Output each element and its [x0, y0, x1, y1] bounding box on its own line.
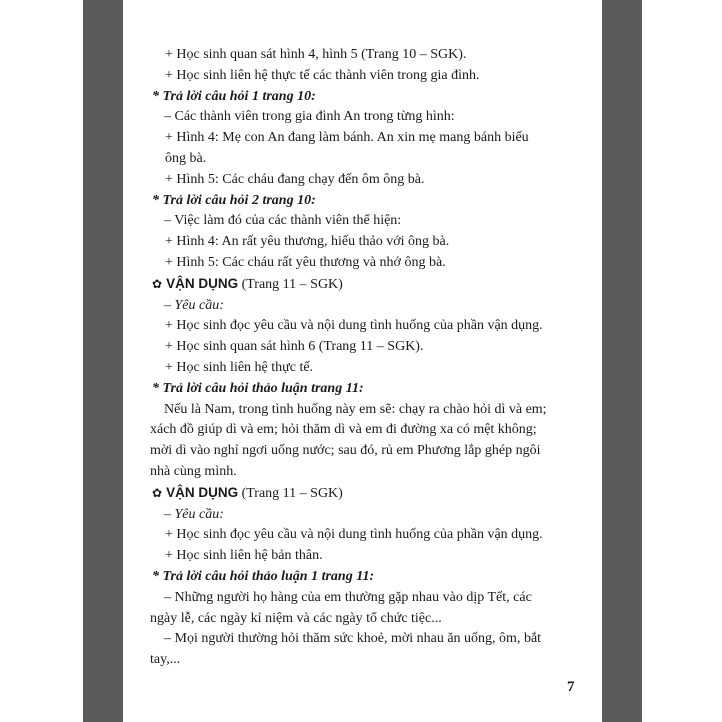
section-title: VẬN DỤNG	[166, 275, 239, 291]
text-line: – Việc làm đó của các thành viên thể hiện:	[164, 213, 402, 229]
text-line: + Hình 5: Các cháu đang chạy đến ôm ông bà.	[165, 171, 425, 187]
text-line: + Học sinh đọc yêu cầu và nội dung tình huống của phần vận dụng.	[165, 318, 543, 334]
page-number: 7	[567, 679, 575, 695]
paragraph-line: – Mọi người thường hỏi thăm sức khoẻ, mời nhau ăn uống, ôm, bắt	[164, 631, 542, 647]
section-reference: (Trang 11 – SGK)	[241, 485, 343, 501]
answer-heading: * Trả lời câu hỏi 2 trang 10:	[152, 192, 316, 208]
paragraph-line: Nếu là Nam, trong tình huống này em sẽ: chạy ra chào hỏi dì và em;	[164, 401, 547, 417]
text-line: + Học sinh quan sát hình 4, hình 5 (Trang 10 – SGK).	[165, 47, 467, 62]
text-line: + Học sinh đọc yêu cầu và nội dung tình huống của phần vận dụng.	[165, 527, 543, 543]
section-title: VẬN DỤNG	[166, 484, 239, 500]
paragraph-line: xách đồ giúp dì và em; hỏi thăm dì và em đi đường xa có mệt không;	[150, 422, 537, 438]
text-line: + Học sinh liên hệ bản thân.	[165, 548, 323, 564]
paragraph-line: tay,...	[150, 652, 181, 668]
answer-heading: * Trả lời câu hỏi thảo luận 1 trang 11:	[152, 568, 375, 584]
section-heading	[150, 274, 570, 296]
text-line: + Học sinh quan sát hình 6 (Trang 11 – SGK).	[165, 339, 424, 355]
text-line: + Hình 4: Mẹ con An đang làm bánh. An xin mẹ mang bánh biếu	[165, 130, 529, 146]
text-line: ông bà.	[165, 150, 207, 166]
text-line: + Hình 4: An rất yêu thương, hiếu thảo với ông bà.	[165, 234, 450, 250]
paragraph-line: – Những người họ hàng của em thường gặp nhau vào dịp Tết, các	[164, 589, 532, 605]
paragraph-line: nhà cùng mình.	[150, 463, 237, 479]
answer-heading: * Trả lời câu hỏi 1 trang 10:	[152, 88, 316, 104]
left-border	[83, 0, 123, 722]
text-line: + Hình 5: Các cháu rất yêu thương và nhớ ông bà.	[165, 254, 446, 270]
text-line: + Học sinh liên hệ thực tế.	[165, 359, 314, 375]
paragraph-line: mời dì vào nghỉ ngơi uống nước; sau đó, rủ em Phương lắp ghép ngôi	[150, 443, 541, 459]
text-line: – Các thành viên trong gia đình An trong từng hình:	[164, 109, 455, 125]
answer-heading: * Trả lời câu hỏi thảo luận trang 11:	[152, 380, 364, 396]
requirement-label: – Yêu cầu:	[164, 506, 224, 522]
text-line: + Học sinh liên hệ thực tế các thành viên trong gia đình.	[165, 67, 480, 83]
section-heading	[150, 483, 570, 505]
book-page	[123, 0, 602, 722]
page-content	[150, 45, 570, 671]
right-border	[602, 0, 642, 722]
flower-icon: ✿	[152, 276, 163, 291]
flower-icon: ✿	[152, 485, 163, 500]
section-reference: (Trang 11 – SGK)	[241, 276, 343, 292]
requirement-label: – Yêu cầu:	[164, 297, 224, 313]
paragraph-line: ngày lễ, các ngày kỉ niệm và các ngày tổ chức tiệc...	[150, 610, 442, 626]
